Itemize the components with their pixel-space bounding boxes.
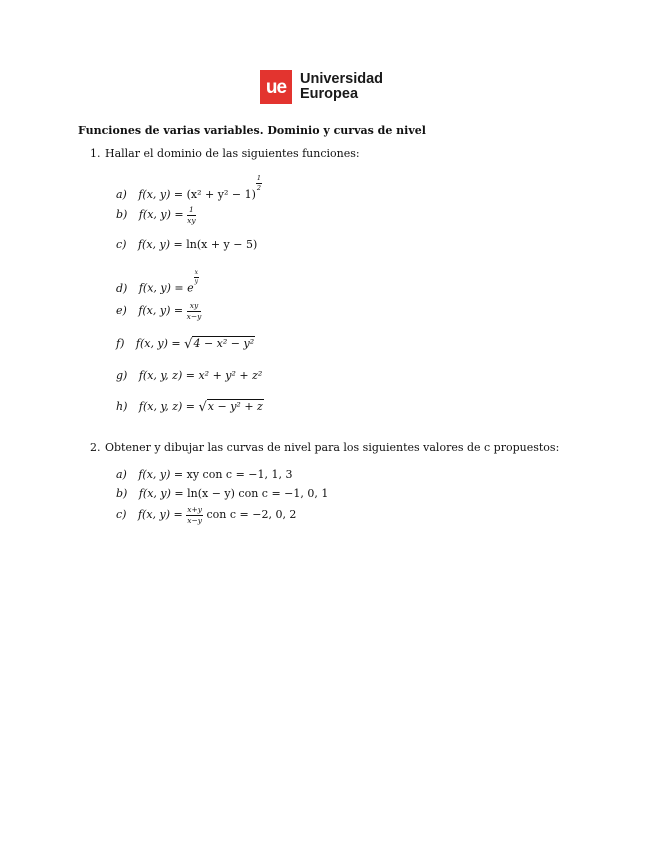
ue-logo-mark: [260, 70, 292, 104]
q1-item-f: [116, 337, 255, 352]
item-lhs: f(x, y) =: [138, 281, 184, 295]
question-2: [90, 441, 559, 454]
fraction-numerator: 1: [188, 205, 194, 214]
document-title: Funciones de varias variables. Dominio y curvas de nivel: [78, 124, 426, 137]
logo-line-1: Universidad: [300, 71, 383, 87]
fraction-denominator: xy: [187, 215, 196, 225]
item-rhs: xy con c = −1, 1, 3: [186, 468, 293, 481]
fraction-numerator: x+y: [187, 505, 202, 514]
q2-item-c: [116, 506, 296, 524]
q1-item-c: [116, 238, 257, 251]
item-rhs: x² + y² + z²: [198, 369, 263, 382]
item-lhs: f(x, y) =: [138, 188, 184, 202]
q1-item-g: [116, 369, 262, 382]
question-number: 1.: [90, 147, 101, 160]
square-root: √4 − x² − y²: [184, 337, 255, 352]
item-exponent: [256, 175, 262, 191]
question-text: Obtener y dibujar las curvas de nivel para los siguientes valores de c propuestos:: [105, 441, 560, 454]
university-logo: [260, 70, 383, 104]
q1-item-a: [116, 175, 262, 201]
item-label: b): [116, 487, 128, 500]
item-base: (x² + y² − 1): [186, 188, 256, 202]
item-lhs: f(x, y) =: [138, 304, 184, 317]
fraction-numerator: xy: [187, 302, 202, 312]
item-label: e): [116, 304, 127, 317]
item-label: c): [116, 238, 127, 251]
item-label: g): [116, 369, 128, 382]
question-text: Hallar el dominio de las siguientes funciones:: [105, 147, 360, 160]
logo-wordmark: [300, 72, 383, 102]
q1-item-d: [116, 270, 199, 295]
item-rhs: ln(x + y − 5): [186, 238, 258, 251]
radicand: 4 − x² − y²: [193, 337, 255, 350]
fraction-denominator: x−y: [186, 311, 202, 321]
item-label: c): [116, 508, 127, 521]
question-number: 2.: [90, 441, 101, 454]
item-label: a): [116, 468, 127, 481]
exponent-numerator: 1: [256, 174, 262, 182]
item-base: e: [187, 281, 194, 295]
item-lhs: f(x, y) =: [137, 238, 183, 251]
item-label: f): [116, 337, 125, 350]
item-label: d): [116, 281, 128, 295]
exponent-denominator: y: [194, 278, 199, 285]
item-exponent: [194, 270, 199, 285]
item-lhs: f(x, y) =: [135, 337, 181, 350]
item-rhs: con c = −2, 0, 2: [206, 508, 297, 521]
item-fraction: [187, 302, 202, 320]
fraction-denominator: x−y: [187, 515, 202, 525]
item-label: b): [116, 208, 128, 221]
q2-item-a: [116, 468, 293, 481]
question-1: [90, 147, 360, 160]
radicand: x − y² + z: [207, 400, 263, 413]
item-fraction: [186, 506, 203, 524]
item-label: a): [116, 188, 127, 202]
item-lhs: f(x, y) =: [137, 508, 183, 521]
q2-item-b: [116, 487, 328, 500]
item-label: h): [116, 400, 128, 413]
q1-item-h: [116, 400, 264, 415]
item-lhs: f(x, y) =: [138, 468, 184, 481]
q1-item-b: [116, 206, 196, 224]
square-root: √x − y² + z: [198, 400, 263, 415]
item-rhs: ln(x − y) con c = −1, 0, 1: [187, 487, 329, 500]
item-lhs: f(x, y) =: [138, 487, 184, 500]
exponent-denominator: 2: [256, 183, 262, 192]
logo-line-2: Europea: [300, 86, 359, 102]
item-lhs: f(x, y, z) =: [138, 369, 195, 382]
logo-mark-text: ue: [265, 76, 287, 98]
item-fraction: [187, 206, 195, 224]
q1-item-e: [116, 302, 201, 320]
item-lhs: f(x, y, z) =: [138, 400, 195, 413]
item-lhs: f(x, y) =: [138, 208, 184, 221]
exponent-numerator: x: [194, 269, 199, 276]
